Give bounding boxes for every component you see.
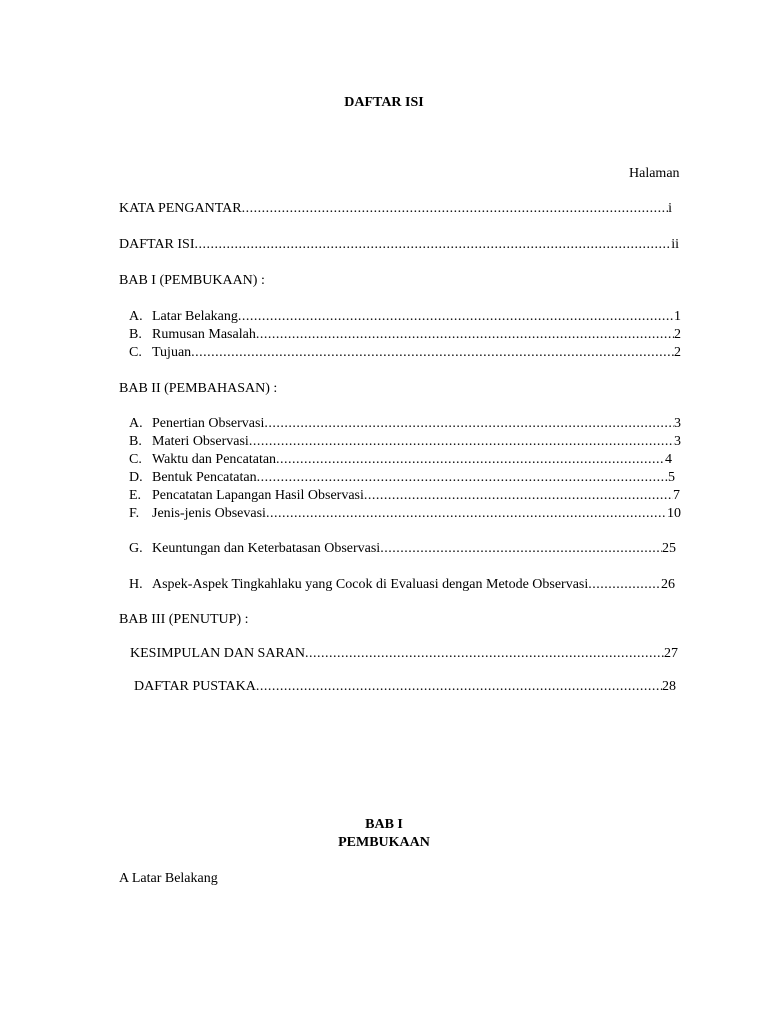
item-page: 4 (665, 452, 672, 467)
toc-item-bab2-c (129, 451, 672, 469)
item-page: 1 (674, 309, 681, 324)
item-label: Tujuan (152, 345, 192, 360)
chapter-number: BAB I (365, 817, 403, 832)
toc-entry-label: DAFTAR PUSTAKA (134, 679, 256, 694)
leader-dots (195, 236, 672, 254)
item-page: 3 (674, 416, 681, 431)
leader-dots (238, 308, 674, 326)
item-label: Pencatatan Lapangan Hasil Observasi (152, 488, 364, 503)
item-label: Penertian Observasi (152, 416, 265, 431)
toc-item-bab2-d (129, 469, 675, 487)
item-page: 3 (674, 434, 681, 449)
item-page: 2 (674, 345, 681, 360)
item-marker: B. (129, 434, 142, 449)
leader-dots (191, 344, 674, 362)
leader-dots (256, 678, 662, 696)
toc-item-bab2-g (129, 540, 676, 558)
toc-entry-daftar-pustaka (134, 678, 676, 696)
page-column-header: Halaman (629, 166, 680, 181)
toc-entry-label: KESIMPULAN DAN SARAN (130, 646, 306, 661)
item-page: 10 (667, 506, 681, 521)
item-marker: H. (129, 577, 143, 592)
item-marker: E. (129, 488, 142, 503)
leader-dots (264, 415, 674, 433)
item-page: 25 (662, 541, 676, 556)
toc-entry-page: i (668, 201, 672, 216)
item-page: 26 (661, 577, 675, 592)
item-page: 7 (673, 488, 680, 503)
toc-entry-daftar-isi (119, 236, 679, 254)
leader-dots (364, 487, 673, 505)
toc-item-bab2-e (129, 487, 680, 505)
item-label: Aspek-Aspek Tingkahlaku yang Cocok di Evaluasi dengan Metode Observasi (152, 577, 589, 592)
bab3-heading: BAB III (PENUTUP) : (119, 612, 249, 627)
leader-dots (305, 645, 664, 663)
section-heading: A Latar Belakang (119, 871, 218, 886)
toc-entry-page: ii (671, 237, 679, 252)
toc-item-bab1-a (129, 308, 681, 326)
item-page: 5 (668, 470, 675, 485)
toc-entry-label: DAFTAR ISI (119, 237, 195, 252)
chapter-title: PEMBUKAAN (338, 835, 430, 850)
leader-dots (266, 505, 667, 523)
bab1-heading: BAB I (PEMBUKAAN) : (119, 273, 265, 288)
item-marker: A. (129, 416, 143, 431)
bab2-heading: BAB II (PEMBAHASAN) : (119, 381, 278, 396)
leader-dots (256, 326, 674, 344)
leader-dots (257, 469, 668, 487)
item-label: Bentuk Pencatatan (152, 470, 257, 485)
leader-dots (588, 576, 661, 594)
toc-item-bab2-f (129, 505, 681, 523)
item-label: Materi Observasi (152, 434, 249, 449)
toc-item-bab2-h (129, 576, 675, 594)
toc-entry-kesimpulan (130, 645, 678, 663)
item-label: Waktu dan Pencatatan (152, 452, 277, 467)
item-marker: D. (129, 470, 143, 485)
toc-entry-page: 28 (662, 679, 676, 694)
leader-dots (249, 433, 674, 451)
item-page: 2 (674, 327, 681, 342)
toc-item-bab1-b (129, 326, 681, 344)
toc-entry-page: 27 (664, 646, 678, 661)
item-marker: G. (129, 541, 143, 556)
toc-item-bab1-c (129, 344, 681, 362)
leader-dots (242, 200, 669, 218)
item-marker: C. (129, 452, 142, 467)
leader-dots (380, 540, 662, 558)
toc-entry-label: KATA PENGANTAR (119, 201, 242, 216)
leader-dots (276, 451, 665, 469)
item-label: Rumusan Masalah (152, 327, 256, 342)
item-label: Latar Belakang (152, 309, 238, 324)
item-marker: B. (129, 327, 142, 342)
item-marker: A. (129, 309, 143, 324)
toc-item-bab2-b (129, 433, 681, 451)
toc-title: DAFTAR ISI (344, 95, 424, 110)
item-marker: C. (129, 345, 142, 360)
toc-item-bab2-a (129, 415, 681, 433)
item-marker: F. (129, 506, 140, 521)
toc-entry-kata-pengantar (119, 200, 672, 218)
item-label: Keuntungan dan Keterbatasan Observasi (152, 541, 381, 556)
item-label: Jenis-jenis Obsevasi (152, 506, 266, 521)
